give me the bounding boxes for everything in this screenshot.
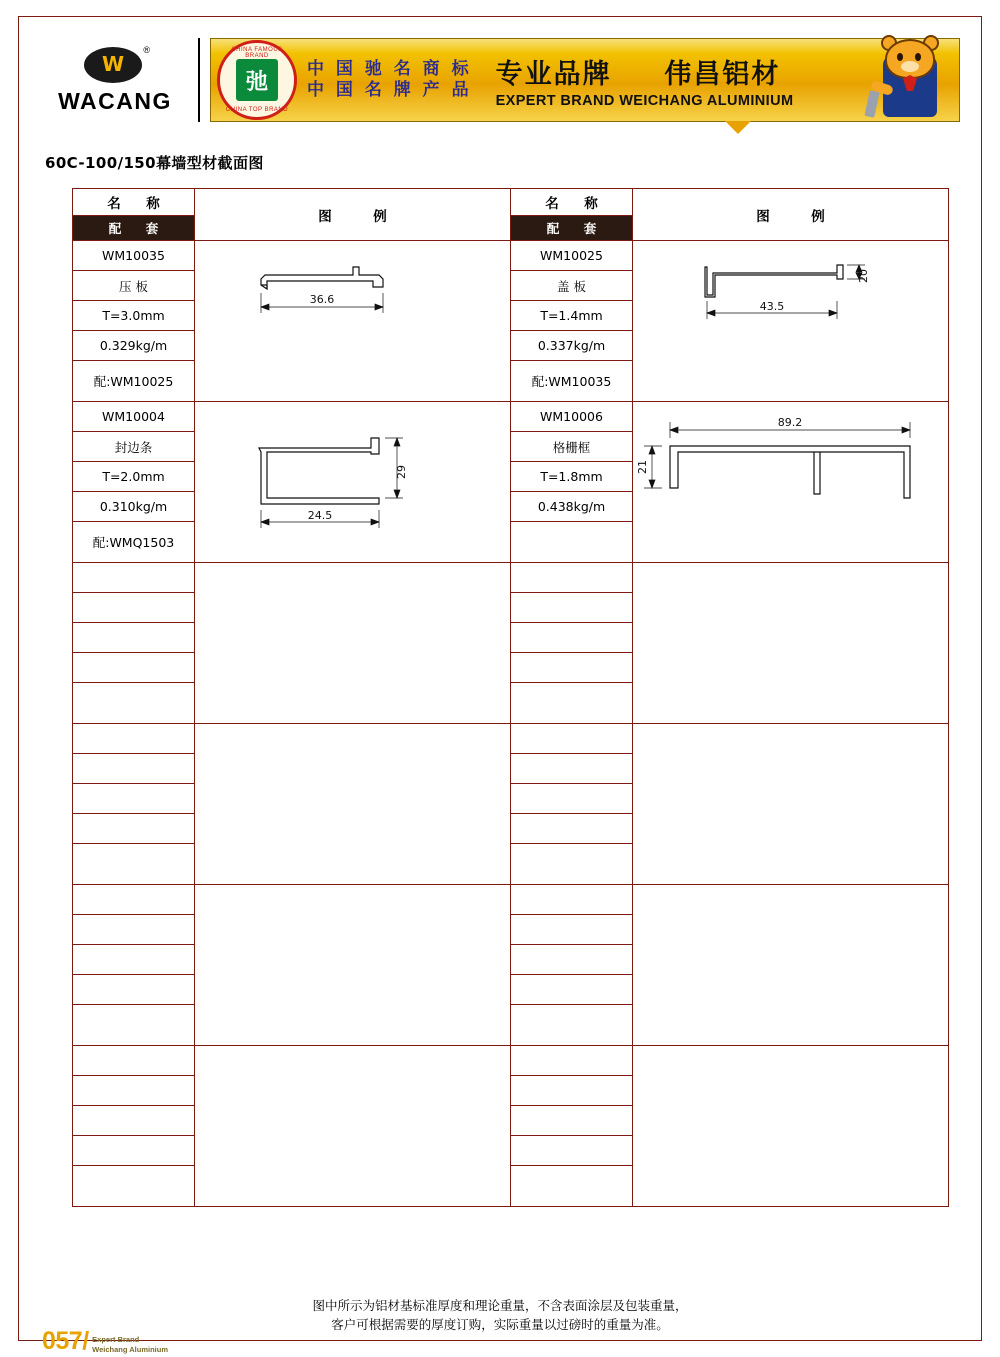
dimension-label: 43.5 <box>759 300 784 313</box>
profile-weight: 0.310kg/m <box>73 492 195 522</box>
profile-name: 压 板 <box>73 271 195 301</box>
profile-name <box>73 754 195 784</box>
award-seal-icon <box>217 40 297 120</box>
profile-weight <box>511 1136 633 1166</box>
profile-thickness <box>511 784 633 814</box>
profile-match: 配:WM10035 <box>511 361 633 402</box>
page-header <box>40 38 960 126</box>
profile-code <box>511 1046 633 1076</box>
dimension-label: 24.5 <box>307 509 332 522</box>
banner-main-cn-right: 伟昌铝材 <box>664 58 781 90</box>
profile-thickness: T=1.4mm <box>511 301 633 331</box>
tiger-mascot-icon <box>867 39 955 121</box>
profile-thickness <box>511 1106 633 1136</box>
profile-name: 格栅框 <box>511 432 633 462</box>
profile-match <box>73 1005 195 1046</box>
banner-line-1: 中 国 驰 名 商 标 <box>307 58 472 79</box>
table-header-row <box>73 189 949 216</box>
profile-figure <box>633 1046 949 1207</box>
profile-figure <box>195 724 511 885</box>
page-footer-brand <box>92 1335 168 1354</box>
profile-weight <box>73 975 195 1005</box>
profile-weight: 0.329kg/m <box>73 331 195 361</box>
header-peitao-right: 配 套 <box>511 216 633 241</box>
profile-match: 配:WM10025 <box>73 361 195 402</box>
profile-code <box>511 885 633 915</box>
profile-figure <box>633 563 949 724</box>
profile-code: WM10006 <box>511 402 633 432</box>
banner-line-2: 中 国 名 牌 产 品 <box>307 80 472 100</box>
profile-name <box>511 593 633 623</box>
footnote-line-1: 图中所示为铝材基标准厚度和理论重量，不含表面涂层及包装重量， <box>312 1298 688 1313</box>
logo-wordmark: WACANG <box>58 88 172 114</box>
profile-weight <box>73 1136 195 1166</box>
profile-name <box>511 915 633 945</box>
profile-code <box>73 885 195 915</box>
profile-match <box>73 844 195 885</box>
table-row <box>73 1046 949 1076</box>
table-row <box>73 724 949 754</box>
profile-thickness: T=3.0mm <box>73 301 195 331</box>
profile-match <box>511 844 633 885</box>
dimension-label: 29 <box>394 465 408 479</box>
profile-name <box>73 1076 195 1106</box>
seal-center-glyph: 弛 <box>236 59 278 101</box>
profile-code <box>73 1046 195 1076</box>
profile-thickness <box>73 784 195 814</box>
profile-match: 配:WMQ1503 <box>73 522 195 563</box>
profile-code: WM10004 <box>73 402 195 432</box>
profile-thickness <box>73 623 195 653</box>
dimension-label: 36.6 <box>309 293 334 306</box>
wacang-logo-icon: W ® <box>84 45 146 85</box>
header-name-left: 名 称 <box>73 189 195 216</box>
profile-spec-table <box>72 188 949 1207</box>
profile-figure <box>195 402 511 563</box>
profile-match <box>511 683 633 724</box>
profile-match <box>511 522 633 563</box>
profile-thickness: T=2.0mm <box>73 462 195 492</box>
table-row <box>73 402 949 432</box>
profile-figure <box>633 885 949 1046</box>
banner-main-text <box>496 52 867 109</box>
grille-frame-drawing <box>636 402 946 552</box>
banner-main-cn-left: 专业品牌 <box>495 58 612 90</box>
profile-thickness <box>73 1106 195 1136</box>
header-name-right: 名 称 <box>511 189 633 216</box>
brand-banner <box>210 38 960 122</box>
banner-main-en: EXPERT BRAND WEICHANG ALUMINIUM <box>495 92 794 109</box>
header-figure-right: 图 例 <box>633 189 949 241</box>
cover-plate-drawing <box>641 241 941 381</box>
company-logo <box>40 38 200 122</box>
profile-code <box>511 724 633 754</box>
profile-match <box>73 1166 195 1207</box>
edge-strip-drawing <box>203 402 503 552</box>
profile-name <box>73 915 195 945</box>
press-plate-drawing <box>203 241 503 381</box>
profile-weight <box>511 814 633 844</box>
page-footer-brand-line1: Expert Brand <box>92 1335 140 1345</box>
profile-weight <box>511 653 633 683</box>
table-row <box>73 563 949 593</box>
profile-thickness <box>511 623 633 653</box>
profile-figure <box>633 724 949 885</box>
profile-weight <box>73 814 195 844</box>
profile-figure <box>633 402 949 563</box>
profile-code: WM10025 <box>511 241 633 271</box>
profile-figure <box>195 1046 511 1207</box>
profile-figure <box>633 241 949 402</box>
profile-thickness: T=1.8mm <box>511 462 633 492</box>
page-title: 60C-100/150幕墙型材截面图 <box>45 154 264 172</box>
page-number-block <box>42 1327 168 1356</box>
profile-code <box>511 563 633 593</box>
profile-thickness <box>73 945 195 975</box>
page-number-slash: / <box>82 1327 90 1355</box>
seal-top-text: CHINA FAMOUS BRAND <box>231 47 283 59</box>
profile-match <box>511 1005 633 1046</box>
profile-figure <box>195 241 511 402</box>
profile-code <box>73 724 195 754</box>
profile-name <box>511 1076 633 1106</box>
dimension-label: 89.2 <box>777 416 802 429</box>
page-number: 057 <box>42 1327 83 1355</box>
profile-name: 盖 板 <box>511 271 633 301</box>
profile-code: WM10035 <box>73 241 195 271</box>
page-footer-brand-line2: Weichang Aluminium <box>92 1344 169 1354</box>
profile-thickness <box>511 945 633 975</box>
profile-figure <box>195 563 511 724</box>
profile-name: 封边条 <box>73 432 195 462</box>
footnote-line-2: 客户可根据需要的厚度订购，实际重量以过磅时的重量为准。 <box>331 1317 669 1333</box>
profile-figure <box>195 885 511 1046</box>
profile-name <box>73 593 195 623</box>
dimension-label: 21 <box>635 460 649 474</box>
profile-name <box>511 754 633 784</box>
profile-weight <box>73 653 195 683</box>
profile-weight: 0.438kg/m <box>511 492 633 522</box>
profile-weight: 0.337kg/m <box>511 331 633 361</box>
profile-weight <box>511 975 633 1005</box>
dimension-label: 20 <box>856 269 870 283</box>
profile-match <box>73 683 195 724</box>
registered-mark: ® <box>143 45 150 55</box>
table-row <box>73 241 949 271</box>
header-peitao-left: 配 套 <box>73 216 195 241</box>
seal-bottom-text: CHINA TOP BRAND <box>225 107 289 113</box>
profile-match <box>511 1166 633 1207</box>
profile-code <box>73 563 195 593</box>
table-row <box>73 885 949 915</box>
header-figure-left: 图 例 <box>195 189 511 241</box>
banner-subtitles <box>307 59 472 102</box>
